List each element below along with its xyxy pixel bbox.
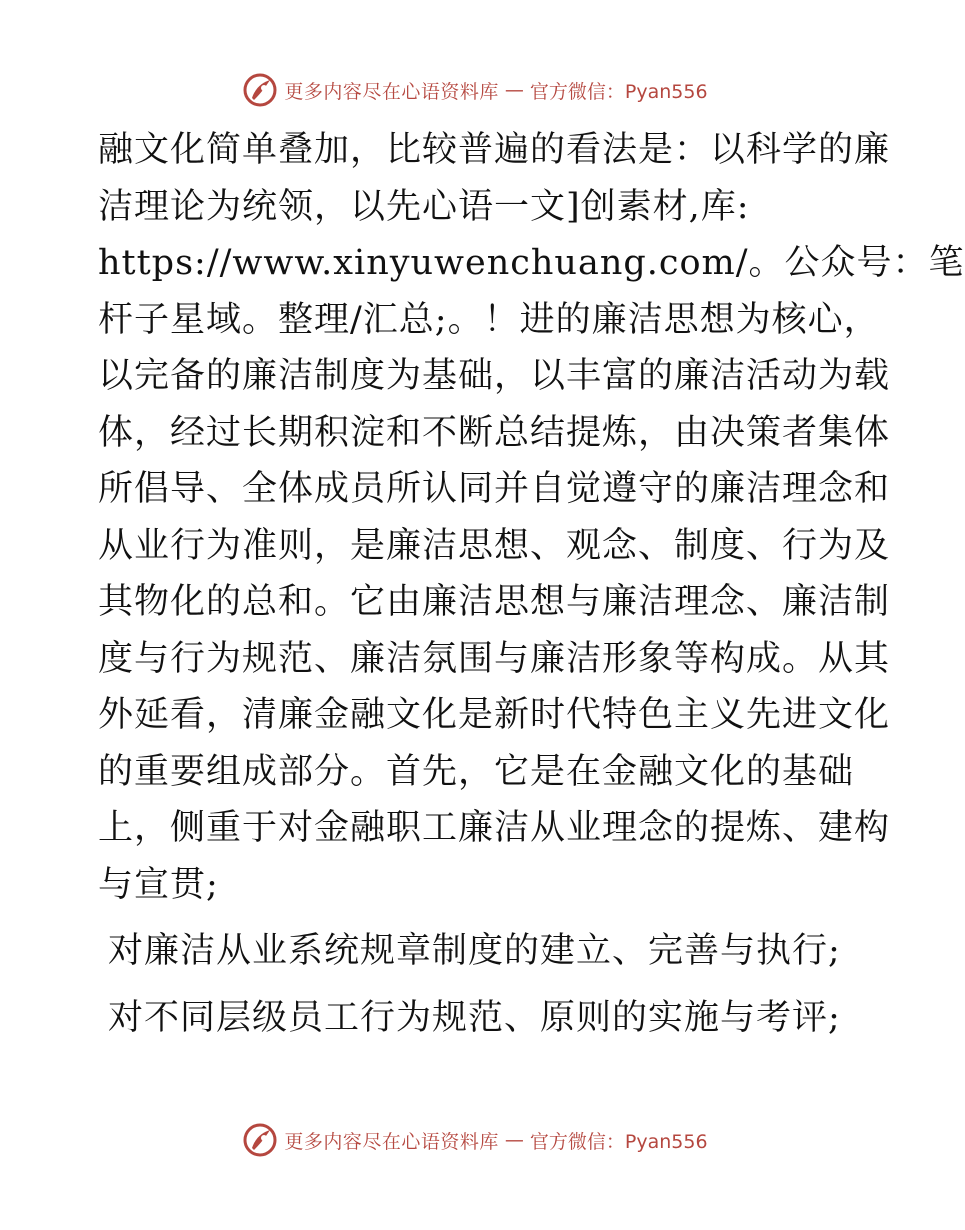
banner-contact: 官方微信：Pyan556: [529, 1130, 708, 1153]
list-item: 对不同层级员工行为规范、原则的实施与考评;: [108, 997, 841, 1038]
banner-contact: 官方微信：Pyan556: [529, 80, 708, 103]
header-banner: [0, 70, 950, 110]
body-line: 上，侧重于对金融职工廉洁从业理念的提炼、建构: [98, 808, 891, 848]
banner-slogan: 更多内容尽在心语资料库: [284, 1130, 499, 1153]
body-line: 的重要组成部分。首先，它是在金融文化的基础: [98, 751, 855, 792]
footer-banner: [0, 1120, 950, 1160]
body-line: 度与行为规范、廉洁氛围与廉洁形象等构成。从其: [98, 638, 891, 679]
body-line: 所倡导、全体成员所认同并自觉遵守的廉洁理念和: [98, 469, 891, 509]
body-line: 从业行为准则，是廉洁思想、观念、制度、行为及: [98, 525, 891, 566]
brand-logo-icon: [242, 1122, 278, 1158]
body-line: 融文化简单叠加，比较普遍的看法是：以科学的廉: [98, 130, 891, 170]
body-line: 以完备的廉洁制度为基础，以丰富的廉洁活动为载: [98, 356, 891, 396]
banner-slogan: 更多内容尽在心语资料库: [284, 80, 499, 103]
list-item: 对廉洁从业系统规章制度的建立、完善与执行;: [108, 931, 841, 971]
body-line: 与宣贯;: [98, 864, 219, 905]
body-line: 杆子星域。整理/汇总;。！进的廉洁思想为核心，: [98, 299, 880, 340]
body-line: https://www.xinyuwenchuang.com/。公众号：笔: [98, 243, 965, 283]
banner-separator: —: [504, 79, 524, 101]
body-line: 其物化的总和。它由廉洁思想与廉洁理念、廉洁制: [98, 582, 891, 622]
document-body: [98, 122, 965, 1046]
body-line: 洁理论为统领，以先心语一文]创素材,库:: [98, 186, 750, 227]
body-line: 体，经过长期积淀和不断总结提炼，由决策者集体: [98, 412, 891, 453]
banner-separator: —: [504, 1129, 524, 1151]
brand-logo-icon: [242, 72, 278, 108]
body-line: 外延看，清廉金融文化是新时代特色主义先进文化: [98, 695, 891, 735]
